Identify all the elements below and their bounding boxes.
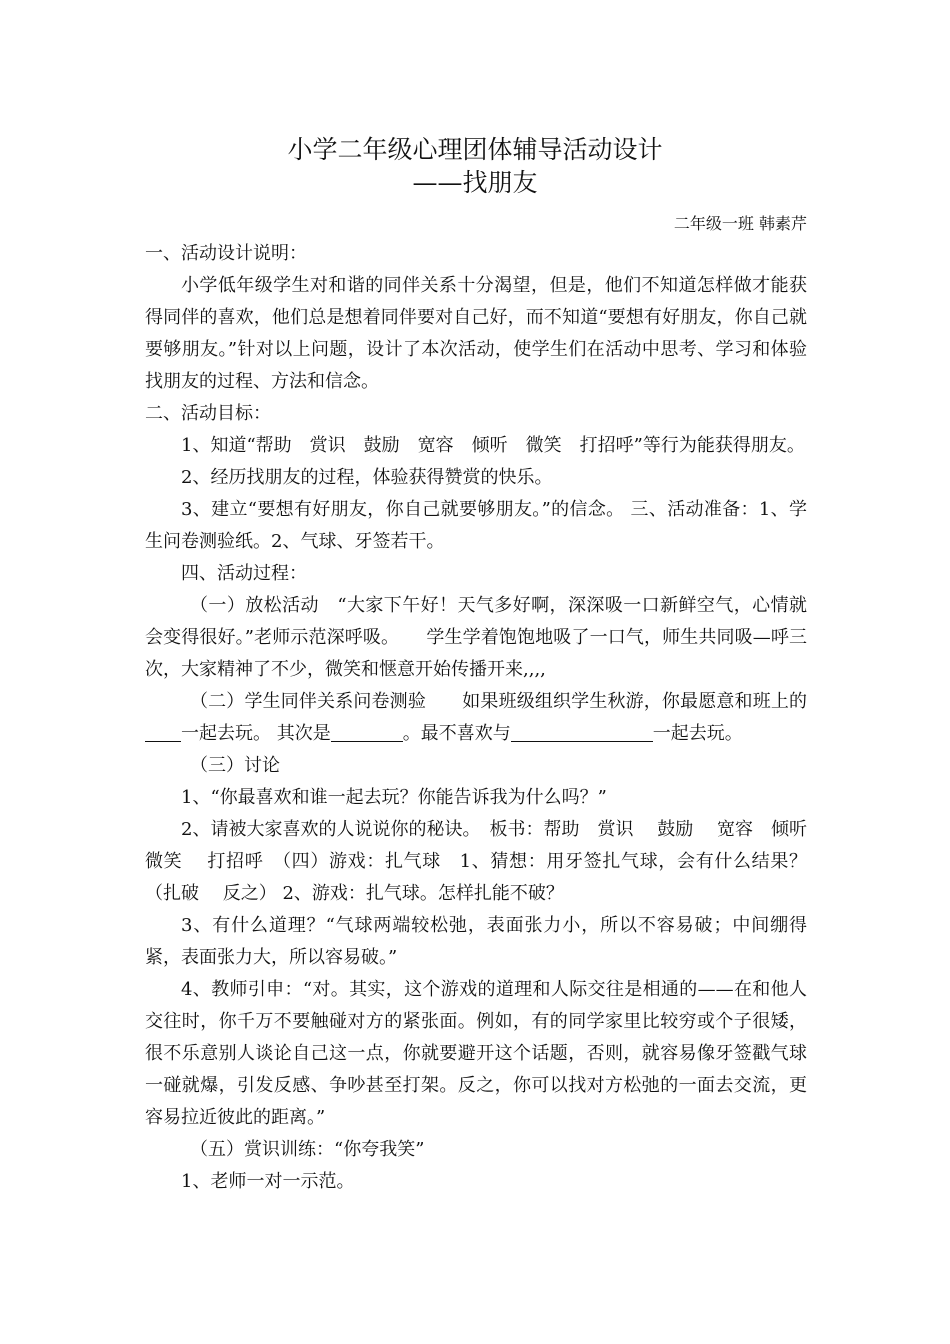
process-part-appreciation: （五）赏识训练：“你夸我笑”: [190, 1139, 425, 1160]
answer-blank-least: [511, 719, 653, 742]
questionnaire-text-a: （二）学生同伴关系问卷测验 如果班级组织学生秋游，你最愿意和班上的: [190, 691, 807, 712]
author-line: 二年级一班 韩素芹: [673, 214, 807, 233]
discussion-item-3: 3、有什么道理？“气球两端较松弛，表面张力小，所以不容易破；中间绷得紧，表面张力大，所以容易破。”: [145, 915, 807, 968]
process-part-relaxation: （一）放松活动 “大家下午好！天气多好啊，深深吸一口新鲜空气，心情就会变得很好。”老师示范深呼吸。 学生学着饱饱地吸了一口气，师生共同吸—呼三次，大家精神了不少，微笑和惬意开始传播开来,,,,: [145, 595, 807, 680]
questionnaire-text-d: 一起去玩。: [652, 723, 743, 744]
goal-item-1: 1、知道“帮助 赏识 鼓励 宽容 倾听 微笑 打招呼”等行为能获得朋友。: [181, 435, 805, 456]
discussion-item-4: 4、教师引申：“对。其实，这个游戏的道理和人际交往是相通的——在和他人交往时，你千万不要触碰对方的紧张面。例如，有的同学家里比较穷或个子很矮，很不乐意别人谈论自己这一点，你就要避开这个话题，否则，就容易像牙签戳气球一碰就爆，引发反感、争吵甚至打架。反之，你可以找对方松弛的一面去交流，更容易拉近彼此的距离。”: [145, 979, 807, 1128]
discussion-item-2: 2、请被大家喜欢的人说说你的秘诀。 板书：帮助 赏识 鼓励 宽容 倾听 微笑 打招呼 （四）游戏：扎气球 1、猜想：用牙签扎气球，会有什么结果？（扎破 反之） 2、游戏：扎气球。怎样扎能不破？: [145, 819, 825, 904]
paragraph-design-notes: 小学低年级学生对和谐的同伴关系十分渴望，但是，他们不知道怎样做才能获得同伴的喜欢，他们总是想着同伴要对自己好，而不知道“要想有好朋友，你自己就要够朋友。”针对以上问题，设计了本次活动，使学生们在活动中思考、学习和体验找朋友的过程、方法和信念。: [145, 275, 807, 392]
answer-blank-first: [145, 719, 181, 742]
document-title: 小学二年级心理团体辅导活动设计: [287, 135, 663, 164]
answer-blank-second: [331, 719, 403, 742]
section-heading-goals: 二、活动目标：: [145, 403, 271, 424]
process-part-discussion: （三）讨论: [190, 755, 280, 776]
section-heading-design-notes: 一、活动设计说明：: [145, 243, 307, 264]
document-body: [145, 238, 825, 1198]
document-subtitle: ——找朋友: [412, 168, 538, 197]
goal-item-3: 3、建立“要想有好朋友，你自己就要够朋友。”的信念。 三、活动准备：1、学生问卷测验纸。2、气球、牙签若干。: [145, 499, 807, 552]
questionnaire-text-b: 一起去玩。 其次是: [181, 723, 331, 744]
process-part-questionnaire: [145, 686, 807, 750]
goal-item-2: 2、经历找朋友的过程，体验获得赞赏的快乐。: [181, 467, 553, 488]
questionnaire-text-c: 。最不喜欢与: [402, 723, 511, 744]
appreciation-item-1: 1、老师一对一示范。: [181, 1171, 355, 1192]
discussion-item-1: 1、“你最喜欢和谁一起去玩？你能告诉我为什么吗？”: [181, 787, 607, 808]
section-heading-process: 四、活动过程：: [181, 563, 307, 584]
